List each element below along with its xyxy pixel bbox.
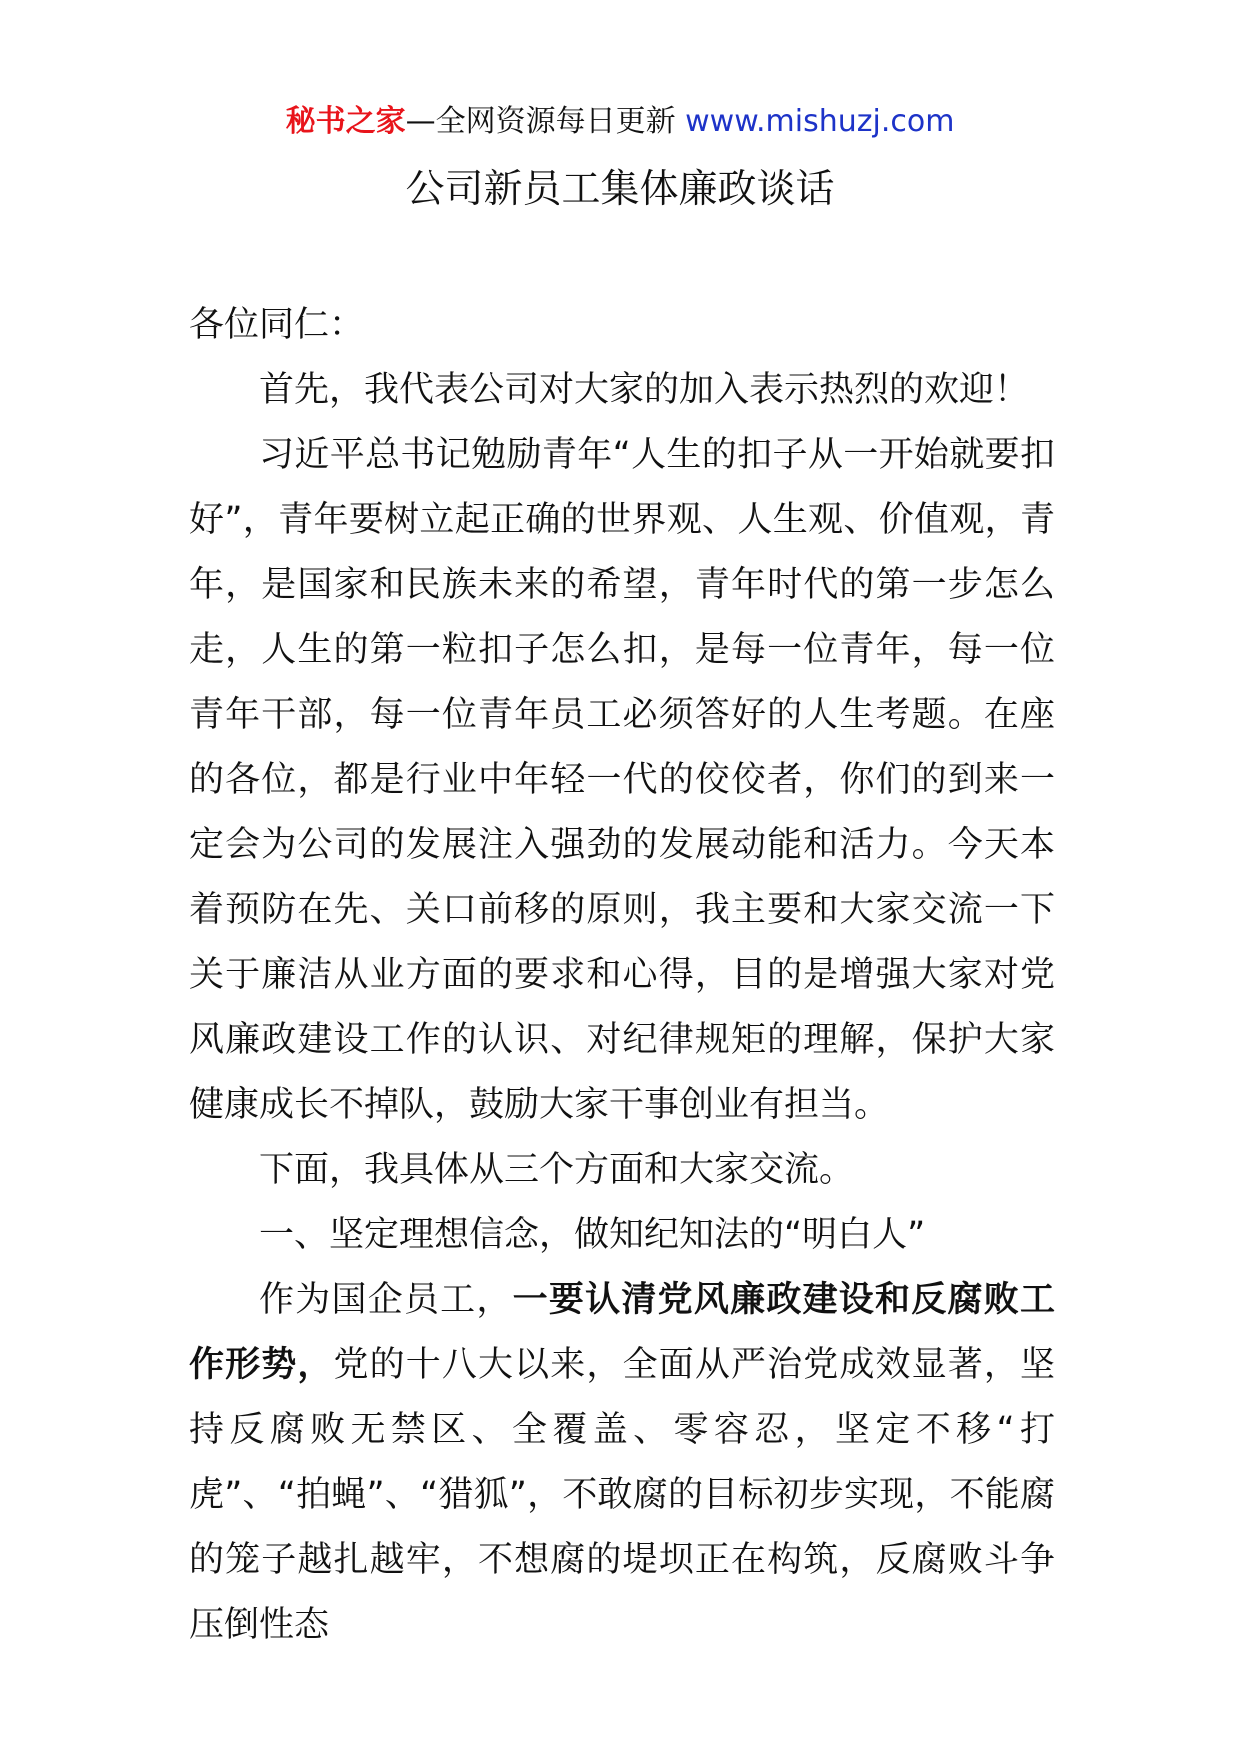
document-title: 公司新员工集体廉政谈话 <box>405 167 835 212</box>
salutation: 各位同仁： <box>189 305 365 345</box>
section-1-body-text: 党的十八大以来，全面从严治党成效显著，坚持反腐败无禁区、全覆盖、零容忍，坚定不移“打虎”、“拍蝇”、“猎狐”，不敢腐的目标初步实现，不能腐的笼子越扎越牢，不想腐的堤坝正在构筑，反腐败斗争压倒性态 <box>189 1345 1055 1645</box>
section-1-lead-text: 作为国企员工， <box>259 1280 513 1320</box>
site-url-link[interactable]: www.mishuzj.com <box>685 104 955 139</box>
section-1-heading: 一、坚定理想信念，做知纪知法的“明白人” <box>259 1215 926 1255</box>
paragraph-section-1 <box>189 1268 1055 1658</box>
header-tagline: —全网资源每日更新 <box>405 104 686 139</box>
site-header <box>0 100 1240 144</box>
paragraph-intro: 习近平总书记勉励青年“人生的扣子从一开始就要扣好”，青年要树立起正确的世界观、人生观、价值观，青年，是国家和民族未来的希望，青年时代的第一步怎么走，人生的第一粒扣子怎么扣，是每一位青年，每一位青年干部，每一位青年员工必须答好的人生考题。在座的各位，都是行业中年轻一代的佼佼者，你们的到来一定会为公司的发展注入强劲的发展动能和活力。今天本着预防在先、关口前移的原则，我主要和大家交流一下关于廉洁从业方面的要求和心得，目的是增强大家对党风廉政建设工作的认识、对纪律规矩的理解，保护大家健康成长不掉队，鼓励大家干事创业有担当。 <box>189 435 1055 1125</box>
paragraph-outline: 下面，我具体从三个方面和大家交流。 <box>259 1150 855 1190</box>
brand-name: 秘书之家 <box>285 104 406 139</box>
document-body <box>189 293 1055 1658</box>
paragraph-welcome: 首先，我代表公司对大家的加入表示热烈的欢迎！ <box>259 370 1030 410</box>
section-1-emphasis: 一要认清党风廉政建设和反腐败工作形势， <box>189 1280 1055 1385</box>
